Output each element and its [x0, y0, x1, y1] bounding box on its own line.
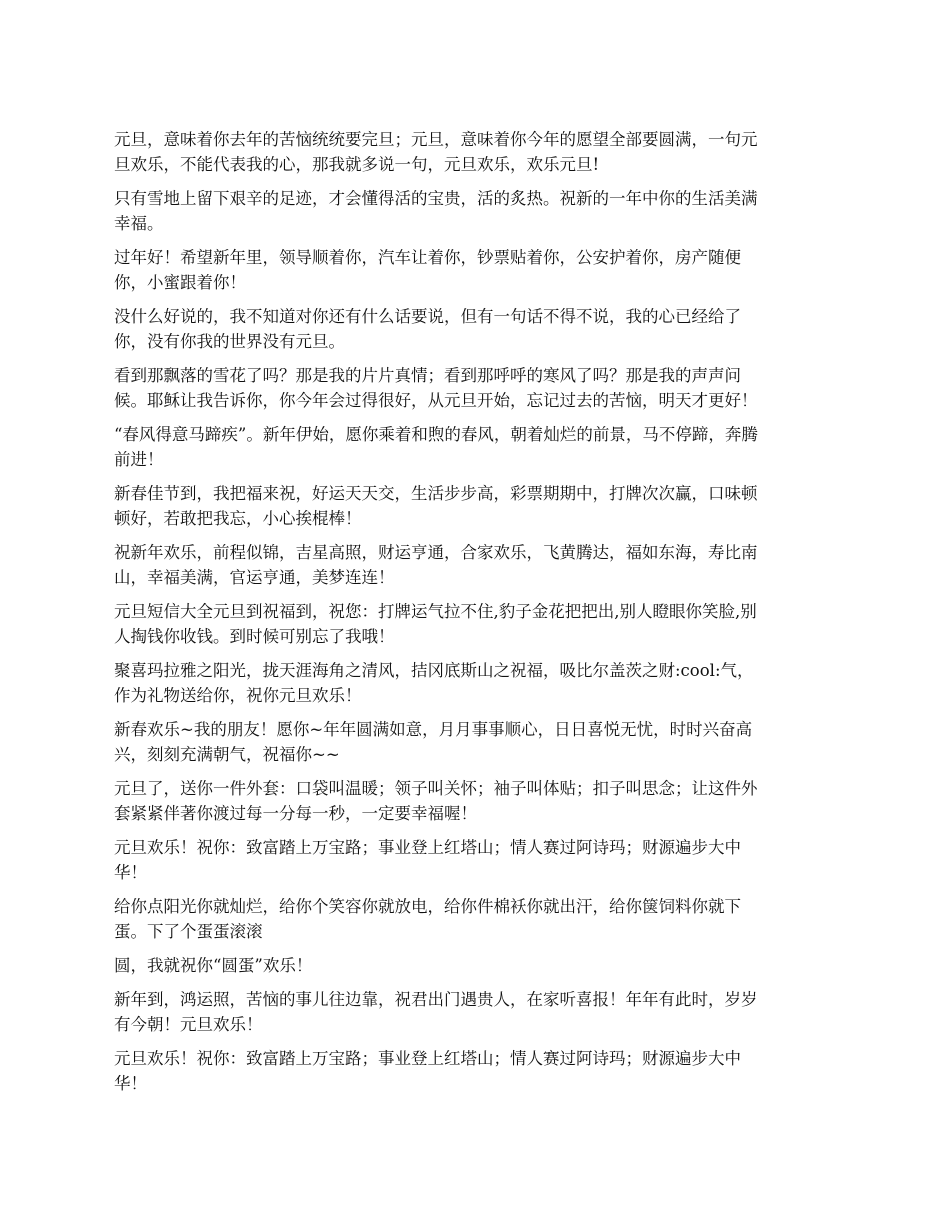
- paragraph-7: 新春佳节到，我把福来祝，好运天天交，生活步步高，彩票期期中，打牌次次赢，口味顿 顿好，若敢把我忘，小心挨棍棒！: [114, 484, 758, 528]
- paragraph-10: 聚喜玛拉雅之阳光，拢天涯海角之清风，拮冈底斯山之祝福，吸比尔盖茨之财:cool:气， 作为礼物送给你，祝你元旦欢乐！: [114, 661, 754, 705]
- paragraph-17: 元旦欢乐！祝你：致富踏上万宝路；事业登上红塔山；情人赛过阿诗玛；财源遍步大中 华！: [114, 1049, 741, 1093]
- paragraph-3: 过年好！希望新年里，领导顺着你，汽车让着你，钞票贴着你，公安护着你，房产随便 你，小蜜跟着你！: [114, 248, 741, 292]
- paragraph-15: 圆，我就祝你“圆蛋”欢乐！: [114, 956, 313, 975]
- paragraph-8: 祝新年欢乐，前程似锦，吉星高照，财运亨通，合家欢乐，飞黄腾达，福如东海，寿比南 山，幸福美满，官运亨通，美梦连连！: [114, 543, 758, 587]
- paragraph-2: 只有雪地上留下艰辛的足迹，才会懂得活的宝贵，活的炙热。祝新的一年中你的生活美满 幸福。: [114, 189, 758, 233]
- paragraph-4: 没什么好说的，我不知道对你还有什么话要说，但有一句话不得不说，我的心已经给了 你，没有你我的世界没有元旦。: [114, 307, 741, 351]
- paragraph-14: 给你点阳光你就灿烂，给你个笑容你就放电，给你件棉袄你就出汗，给你箧饲料你就下 蛋。下了个蛋蛋滚滚: [114, 897, 741, 941]
- paragraph-1: 元旦，意味着你去年的苦恼统统要完旦；元旦，意味着你今年的愿望全部要圆满，一句元 旦欢乐，不能代表我的心，那我就多说一句，元旦欢乐，欢乐元旦!: [114, 130, 758, 174]
- paragraph-5: 看到那飘落的雪花了吗？那是我的片片真情；看到那呼呼的寒风了吗？那是我的声声问 候。耶稣让我告诉你，你今年会过得很好，从元旦开始，忘记过去的苦恼，明天才更好！: [114, 366, 758, 410]
- paragraph-6: “春风得意马蹄疾”。新年伊始，愿你乘着和煦的春风，朝着灿烂的前景，马不停蹄，奔腾 前进！: [114, 425, 758, 469]
- document-body: [114, 127, 842, 1105]
- paragraph-9: 元旦短信大全元旦到祝福到，祝您：打牌运气拉不住,豹子金花把把出,别人瞪眼你笑脸,别 人掏钱你收钱。到时候可别忘了我哦！: [114, 602, 757, 646]
- paragraph-16: 新年到，鸿运照，苦恼的事儿往边靠，祝君出门遇贵人，在家听喜报！年年有此时，岁岁 有今朝！元旦欢乐！: [114, 990, 758, 1034]
- paragraph-11: 新春欢乐~我的朋友！愿你~年年圆满如意，月月事事顺心，日日喜悦无忧，时时兴奋高 兴，刻刻充满朝气，祝福你~~: [114, 720, 753, 764]
- paragraph-13: 元旦欢乐！祝你：致富踏上万宝路；事业登上红塔山；情人赛过阿诗玛；财源遍步大中 华！: [114, 838, 741, 882]
- paragraph-12: 元旦了，送你一件外套：口袋叫温暖；领子叫关怀；袖子叫体贴；扣子叫思念；让这件外 套紧紧伴著你渡过每一分每一秒，一定要幸福喔！: [114, 779, 758, 823]
